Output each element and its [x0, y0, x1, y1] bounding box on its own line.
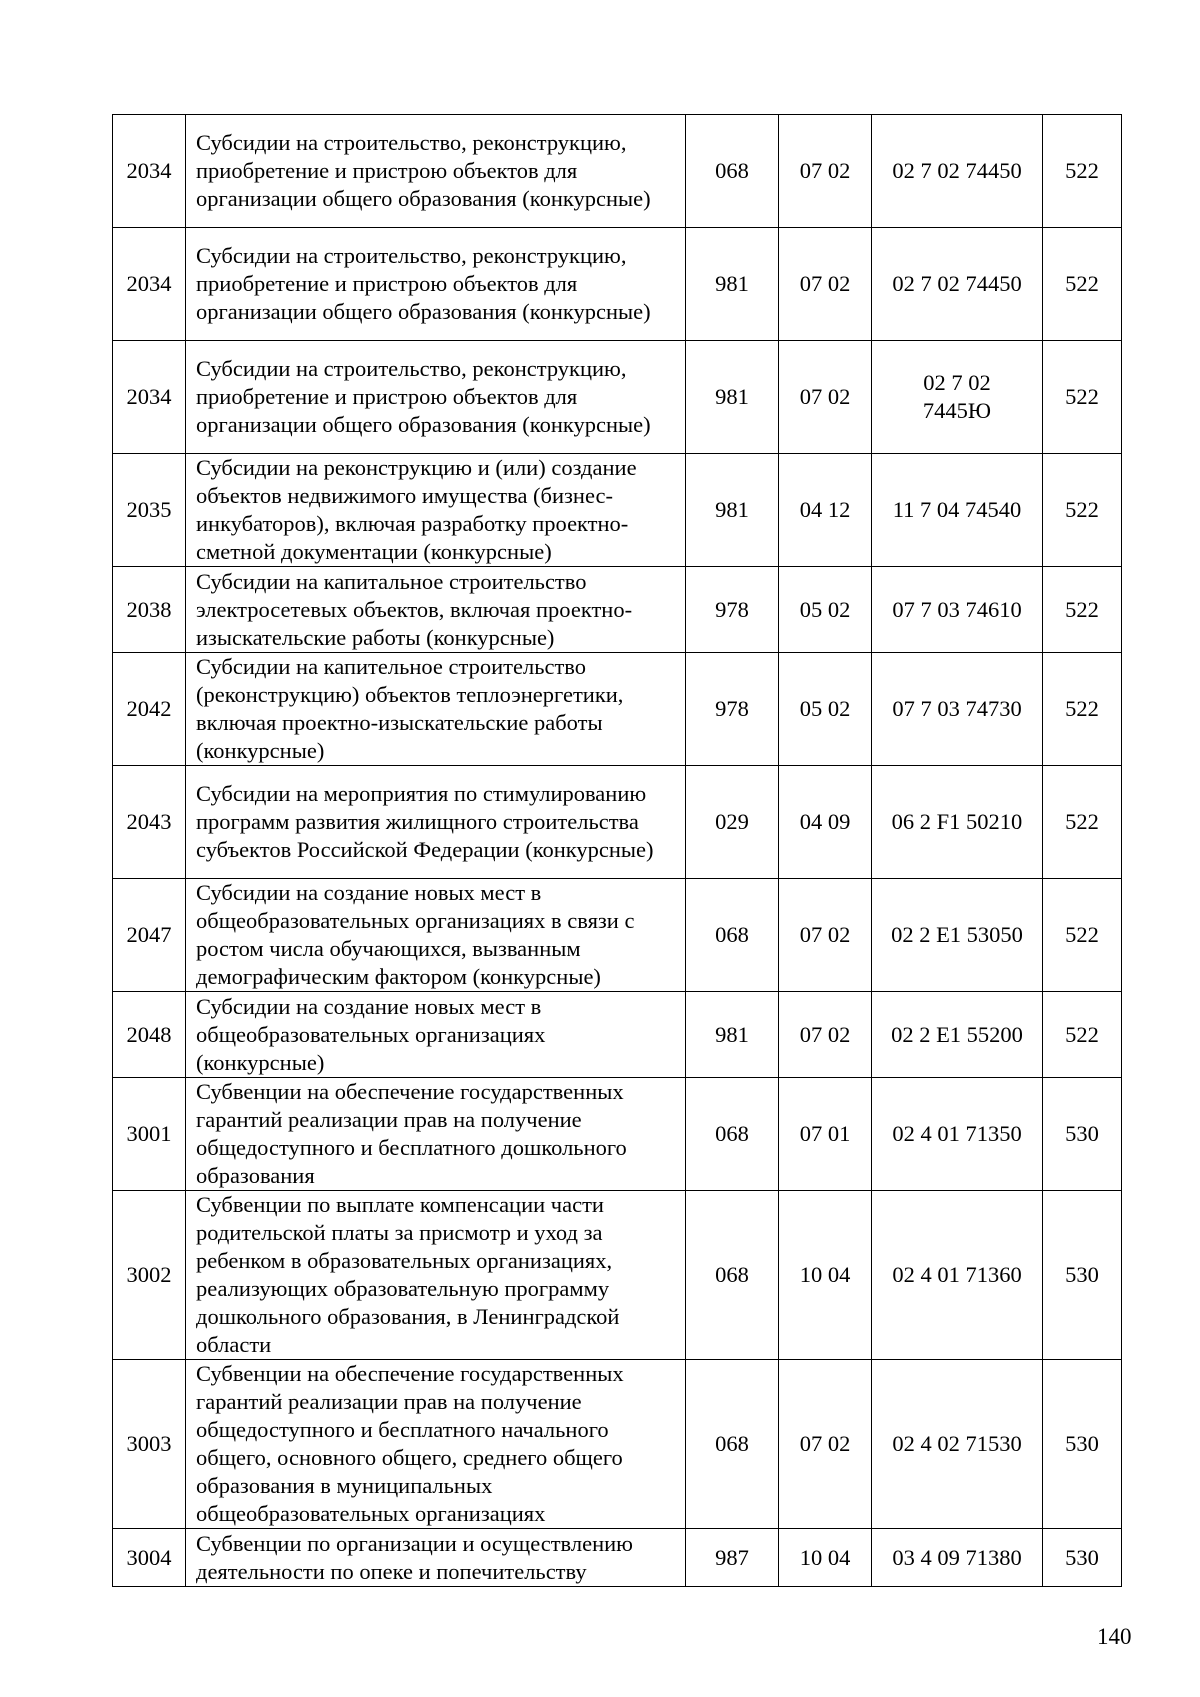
subsidy-code-cell: 3004: [113, 1529, 186, 1587]
subsidy-code-cell: 3002: [113, 1191, 186, 1360]
table-row: [113, 454, 1122, 567]
target-article-text: 02 7 02 7445Ю: [922, 370, 992, 423]
target-article-cell: 07 7 03 74610: [872, 567, 1043, 653]
expense-type-cell: 530: [1043, 1191, 1122, 1360]
section-code-cell: 05 02: [779, 567, 872, 653]
ministry-code-cell: 987: [686, 1529, 779, 1587]
table-row: [113, 1529, 1122, 1587]
expense-type-cell: 530: [1043, 1529, 1122, 1587]
subsidy-code-cell: 2048: [113, 992, 186, 1078]
subsidy-code-cell: 2042: [113, 653, 186, 766]
subsidy-name-cell: Субсидии на капитальное строительство электросетевых объектов, включая проектно-изыскательские работы (конкурсные): [186, 567, 686, 653]
section-code-cell: 07 02: [779, 228, 872, 341]
target-article-cell: 02 2 E1 55200: [872, 992, 1043, 1078]
ministry-code-cell: 978: [686, 567, 779, 653]
ministry-code-cell: 068: [686, 1360, 779, 1529]
subsidy-name-cell: Субсидии на создание новых мест в общеобразовательных организациях в связи с ростом числа обучающихся, вызванным демографическим фактором (конкурсные): [186, 879, 686, 992]
section-code-cell: 07 02: [779, 1360, 872, 1529]
target-article-cell: 11 7 04 74540: [872, 454, 1043, 567]
section-code-cell: 04 09: [779, 766, 872, 879]
section-code-cell: 07 02: [779, 879, 872, 992]
section-code-cell: 10 04: [779, 1529, 872, 1587]
subsidy-name-cell: Субсидии на строительство, реконструкцию, приобретение и пристрою объектов для организации общего образования (конкурсные): [186, 341, 686, 454]
subsidy-name-cell: Субсидии на капительное строительство (реконструкцию) объектов теплоэнергетики, включая проектно-изыскательские работы (конкурсные): [186, 653, 686, 766]
target-article-cell: 07 7 03 74730: [872, 653, 1043, 766]
ministry-code-cell: 068: [686, 1191, 779, 1360]
subsidy-code-cell: 3003: [113, 1360, 186, 1529]
table-row: [113, 1360, 1122, 1529]
section-code-cell: 05 02: [779, 653, 872, 766]
section-code-cell: 07 02: [779, 115, 872, 228]
subsidy-name-cell: Субсидии на строительство, реконструкцию, приобретение и пристрою объектов для организации общего образования (конкурсные): [186, 115, 686, 228]
expense-type-cell: 522: [1043, 567, 1122, 653]
expense-type-cell: 522: [1043, 115, 1122, 228]
target-article-cell: 02 2 E1 53050: [872, 879, 1043, 992]
ministry-code-cell: 981: [686, 454, 779, 567]
ministry-code-cell: 068: [686, 115, 779, 228]
subsidy-code-cell: 2035: [113, 454, 186, 567]
table-row: [113, 1078, 1122, 1191]
subsidy-code-cell: 2034: [113, 341, 186, 454]
target-article-cell: 02 4 02 71530: [872, 1360, 1043, 1529]
table-row: [113, 879, 1122, 992]
ministry-code-cell: 029: [686, 766, 779, 879]
section-code-cell: 04 12: [779, 454, 872, 567]
subsidy-name-cell: Субвенции по выплате компенсации части родительской платы за присмотр и уход за ребенком в образовательных организациях, реализующих образовательную программу дошкольного образования, в Ленинградской области: [186, 1191, 686, 1360]
subsidy-name-cell: Субсидии на мероприятия по стимулированию программ развития жилищного строительства субъектов Российской Федерации (конкурсные): [186, 766, 686, 879]
section-code-cell: 10 04: [779, 1191, 872, 1360]
expense-type-cell: 530: [1043, 1360, 1122, 1529]
ministry-code-cell: 978: [686, 653, 779, 766]
section-code-cell: 07 01: [779, 1078, 872, 1191]
expense-type-cell: 522: [1043, 341, 1122, 454]
subsidy-name-cell: Субсидии на строительство, реконструкцию, приобретение и пристрою объектов для организации общего образования (конкурсные): [186, 228, 686, 341]
subsidy-code-cell: 3001: [113, 1078, 186, 1191]
table-row: [113, 992, 1122, 1078]
expense-type-cell: 522: [1043, 653, 1122, 766]
target-article-cell: 02 4 01 71360: [872, 1191, 1043, 1360]
subsidy-code-cell: 2038: [113, 567, 186, 653]
table-row: [113, 653, 1122, 766]
table-row: [113, 228, 1122, 341]
subsidy-code-cell: 2043: [113, 766, 186, 879]
ministry-code-cell: 981: [686, 992, 779, 1078]
table-row: [113, 766, 1122, 879]
ministry-code-cell: 981: [686, 228, 779, 341]
ministry-code-cell: 068: [686, 1078, 779, 1191]
target-article-cell: 02 7 02 74450: [872, 115, 1043, 228]
target-article-cell: [872, 341, 1043, 454]
subsidy-code-cell: 2034: [113, 228, 186, 341]
expense-type-cell: 522: [1043, 228, 1122, 341]
target-article-cell: 02 7 02 74450: [872, 228, 1043, 341]
section-code-cell: 07 02: [779, 341, 872, 454]
ministry-code-cell: 981: [686, 341, 779, 454]
expense-type-cell: 530: [1043, 1078, 1122, 1191]
target-article-cell: 03 4 09 71380: [872, 1529, 1043, 1587]
subsidy-code-cell: 2047: [113, 879, 186, 992]
target-article-cell: 06 2 F1 50210: [872, 766, 1043, 879]
page-number: 140: [1097, 1624, 1132, 1649]
subsidy-name-cell: Субвенции по организации и осуществлению деятельности по опеке и попечительству: [186, 1529, 686, 1587]
expense-type-cell: 522: [1043, 454, 1122, 567]
subsidy-code-cell: 2034: [113, 115, 186, 228]
table-row: [113, 115, 1122, 228]
table-row: [113, 1191, 1122, 1360]
subsidy-name-cell: Субсидии на реконструкцию и (или) создание объектов недвижимого имущества (бизнес-инкубаторов), включая разработку проектно-сметной документации (конкурсные): [186, 454, 686, 567]
table-row: [113, 567, 1122, 653]
ministry-code-cell: 068: [686, 879, 779, 992]
subsidy-name-cell: Субвенции на обеспечение государственных гарантий реализации прав на получение общедоступного и бесплатного начального общего, основного общего, среднего общего образования в муниципальных общеобразовательных организациях: [186, 1360, 686, 1529]
target-article-cell: 02 4 01 71350: [872, 1078, 1043, 1191]
table-row: [113, 341, 1122, 454]
section-code-cell: 07 02: [779, 992, 872, 1078]
subsidy-name-cell: Субвенции на обеспечение государственных гарантий реализации прав на получение общедоступного и бесплатного дошкольного образования: [186, 1078, 686, 1191]
subsidy-name-cell: Субсидии на создание новых мест в общеобразовательных организациях (конкурсные): [186, 992, 686, 1078]
expense-type-cell: 522: [1043, 992, 1122, 1078]
budget-classification-table: [112, 114, 1122, 1587]
expense-type-cell: 522: [1043, 879, 1122, 992]
expense-type-cell: 522: [1043, 766, 1122, 879]
